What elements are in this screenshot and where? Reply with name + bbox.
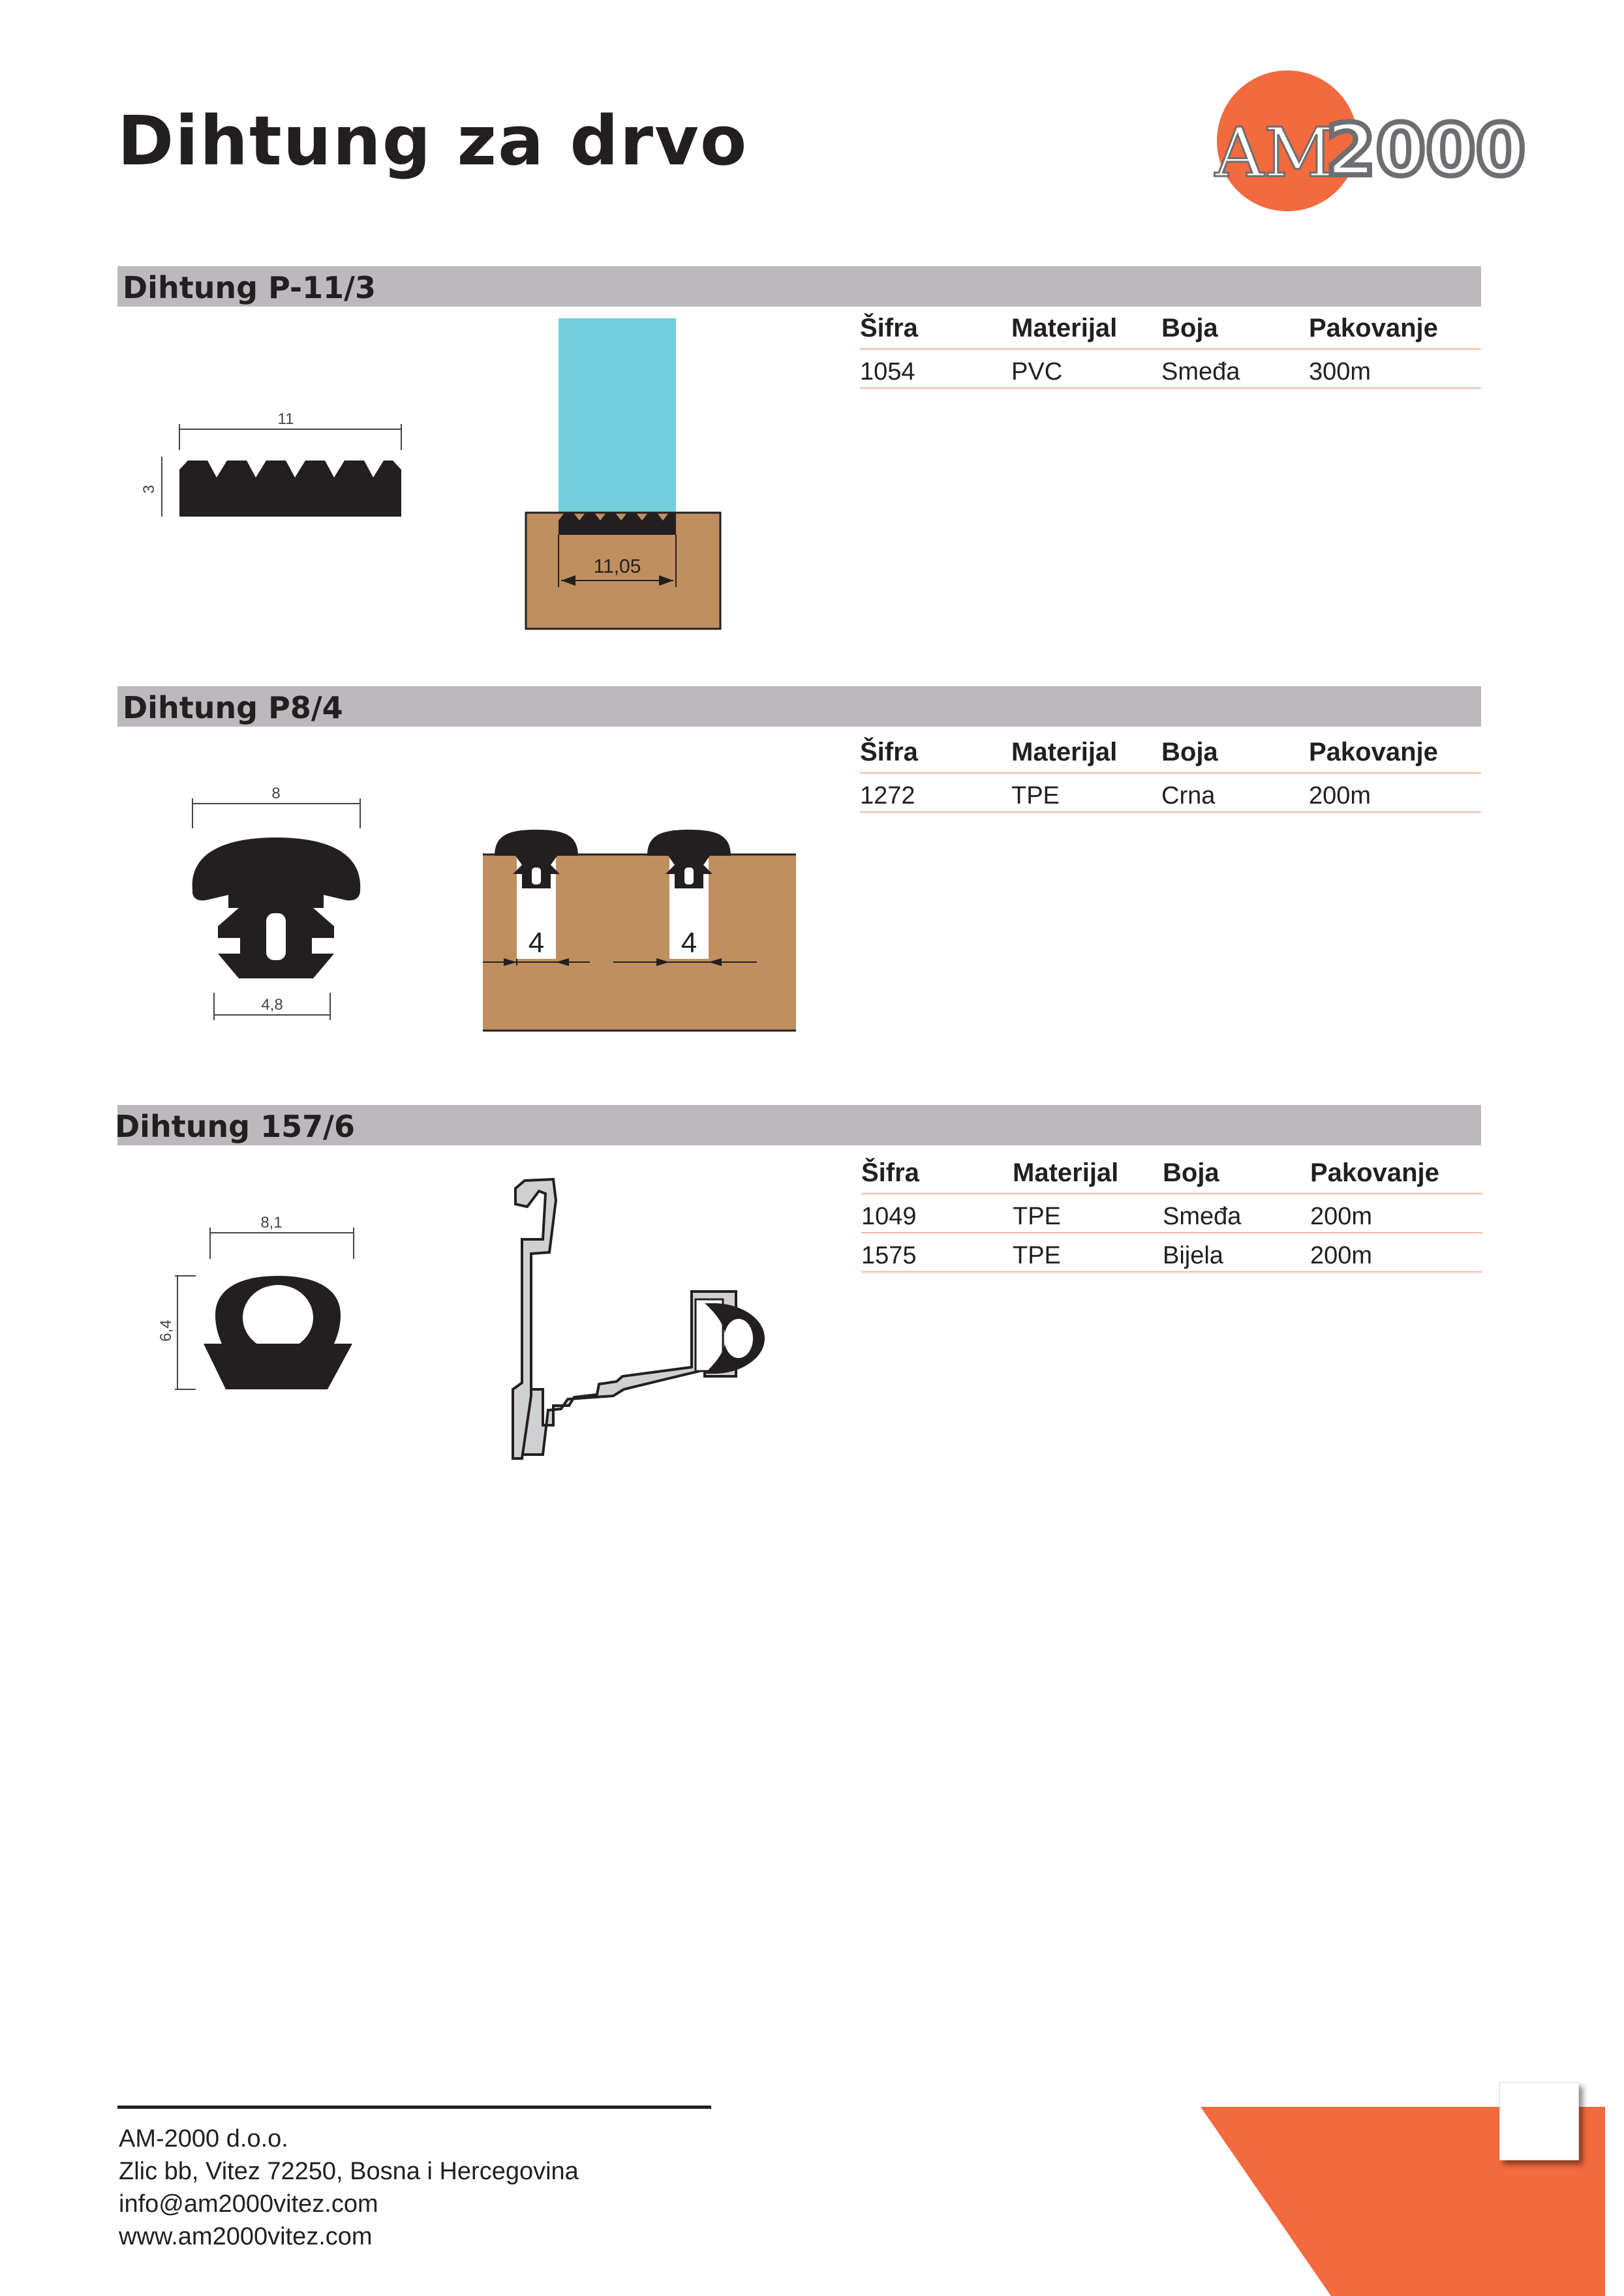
profile-drawing-p11	[140, 404, 418, 522]
glass-pane	[559, 318, 676, 514]
cell-packaging: 300m	[1309, 358, 1371, 385]
dim-base-label: 4,8	[261, 996, 283, 1014]
cell-material: TPE	[1013, 1203, 1061, 1230]
table-header-row	[861, 1151, 1482, 1194]
header-code: Šifra	[861, 1158, 919, 1187]
header-packaging: Pakovanje	[1310, 1158, 1439, 1187]
section-title: Dihtung P8/4	[123, 690, 343, 725]
table-header-row	[860, 731, 1481, 774]
table-row	[860, 774, 1481, 813]
cell-packaging: 200m	[1310, 1203, 1373, 1230]
footer-website[interactable]: www.am2000vitez.com	[119, 2223, 373, 2250]
cell-code: 1049	[861, 1203, 917, 1230]
dim-width-label: 11	[277, 410, 294, 428]
table-header-row	[860, 307, 1481, 350]
cell-code: 1575	[861, 1242, 917, 1269]
install-drawing-157	[483, 1174, 770, 1468]
header-packaging: Pakovanje	[1309, 314, 1438, 342]
spec-table-p8	[860, 731, 1481, 813]
groove-left-label: 4	[528, 927, 545, 959]
spec-table-p11	[860, 307, 1481, 389]
logo-2000: 2000	[1326, 108, 1526, 192]
table-row	[861, 1194, 1482, 1233]
dim-install-label: 11,05	[593, 556, 641, 577]
cell-material: PVC	[1011, 358, 1063, 385]
header-color: Boja	[1163, 1158, 1219, 1187]
cell-code: 1054	[860, 358, 915, 385]
cell-color: Bijela	[1163, 1242, 1223, 1269]
install-drawing-p8	[483, 815, 803, 1037]
dim-height-label: 6,4	[157, 1320, 175, 1342]
header-color: Boja	[1161, 314, 1218, 342]
dim-width-label: 8,1	[260, 1214, 283, 1231]
spec-table-157	[861, 1151, 1482, 1273]
header-packaging: Pakovanje	[1309, 738, 1438, 766]
table-row	[860, 350, 1481, 389]
header-code: Šifra	[860, 314, 918, 342]
install-drawing-p11	[522, 313, 731, 633]
footer-email[interactable]: info@am2000vitez.com	[119, 2190, 378, 2218]
dim-width-label: 8	[271, 785, 281, 802]
dim-height-label: 3	[140, 485, 158, 494]
groove-right-label: 4	[681, 927, 697, 959]
header-code: Šifra	[860, 738, 918, 766]
header-color: Boja	[1161, 738, 1218, 766]
cell-color: Crna	[1161, 782, 1216, 809]
table-row	[861, 1233, 1482, 1273]
cell-material: TPE	[1011, 782, 1060, 809]
header-material: Materijal	[1011, 314, 1118, 342]
p11-profile-shape	[179, 461, 401, 517]
cell-packaging: 200m	[1310, 1242, 1373, 1269]
page-title: Dihtung za drvo	[117, 101, 748, 181]
profile-drawing-p8	[183, 783, 378, 1024]
cell-packaging: 200m	[1309, 782, 1371, 809]
header-material: Materijal	[1011, 738, 1118, 766]
section-bar-157	[117, 1105, 1481, 1145]
logo-am: AM	[1215, 113, 1334, 192]
header-material: Materijal	[1013, 1158, 1119, 1187]
cell-material: TPE	[1013, 1242, 1061, 1269]
profile-drawing-157	[157, 1213, 365, 1396]
cell-code: 1272	[860, 782, 915, 809]
cell-color: Smeđa	[1163, 1203, 1242, 1230]
section-bar-p11	[117, 266, 1481, 307]
section-title: Dihtung P-11/3	[123, 270, 376, 305]
footer-divider	[117, 2106, 711, 2109]
cell-color: Smeđa	[1161, 358, 1240, 385]
company-logo	[1181, 72, 1527, 215]
page-number-box	[1499, 2082, 1579, 2160]
section-title: Dihtung 157/6	[115, 1109, 355, 1144]
footer-company: AM-2000 d.o.o.	[119, 2125, 288, 2152]
footer-address: Zlic bb, Vitez 72250, Bosna i Hercegovina	[119, 2158, 579, 2185]
section-bar-p8	[117, 686, 1481, 727]
